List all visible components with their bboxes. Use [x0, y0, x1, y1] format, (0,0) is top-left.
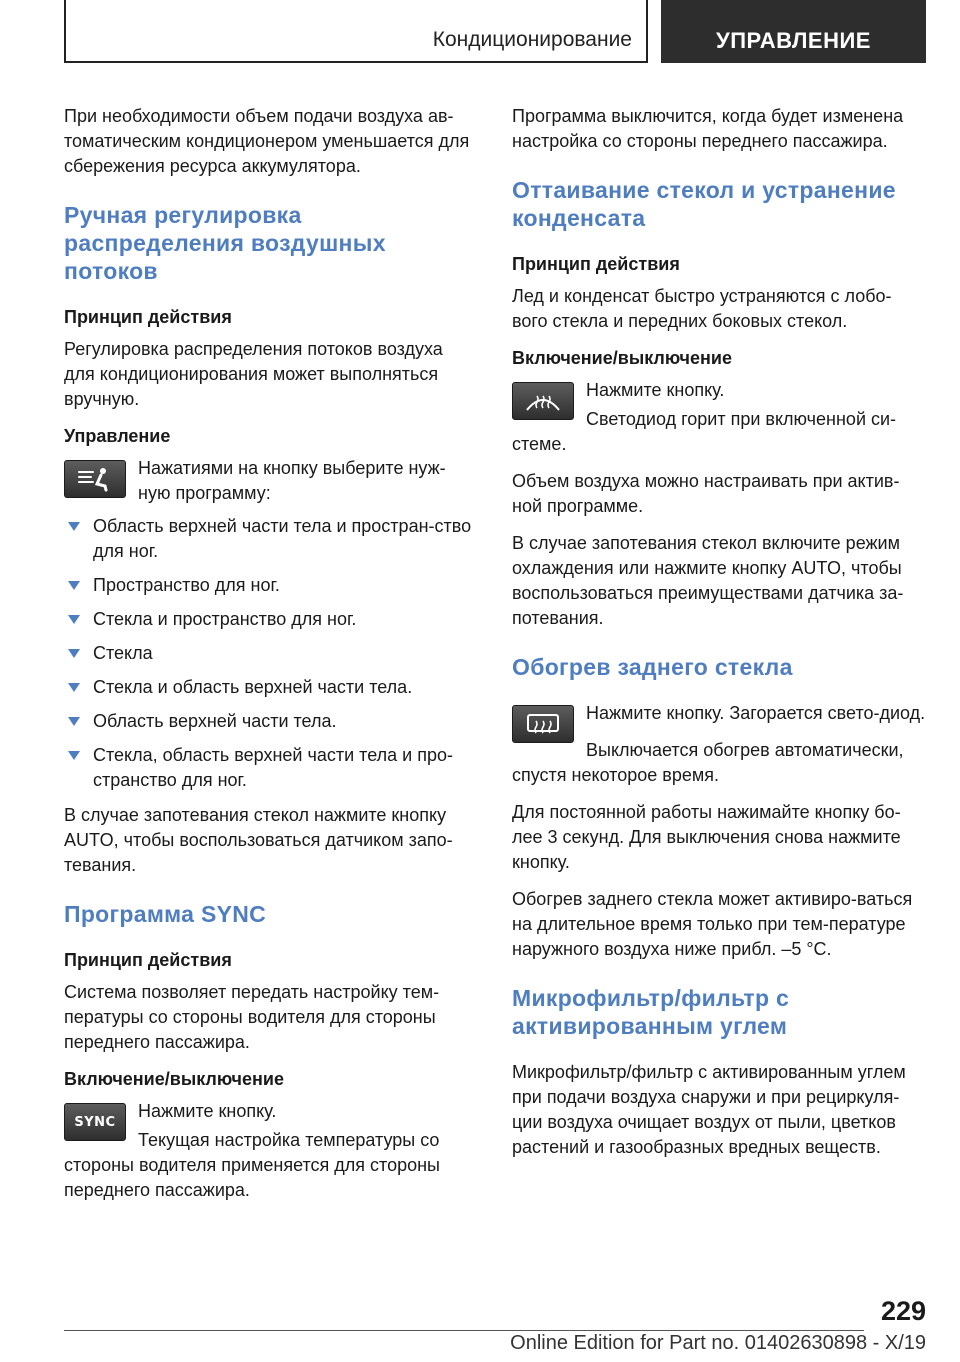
- right-column: [512, 104, 926, 1172]
- sync-heading: Программа SYNC: [64, 901, 267, 927]
- defrost-row: [512, 378, 926, 457]
- defrost-heading: Оттаивание стекол и устранение конденсата: [512, 177, 896, 231]
- triangle-bullet-icon: [68, 751, 80, 760]
- fog-sensor-text: В случае запотевания стекол нажмите кнопку AUTO, чтобы воспользоваться датчиком запо-тевания.: [64, 805, 453, 875]
- page-header: [64, 0, 926, 64]
- manual-distribution-heading: Ручная регулировка распределения воздушных потоков: [64, 202, 386, 284]
- sync-result-text: Текущая настройка температуры со стороны водителя применяется для стороны переднего пассажира.: [64, 1130, 440, 1200]
- chapter-title: УПРАВЛЕНИЕ: [716, 28, 871, 53]
- rear-window-heater-icon: [523, 711, 563, 737]
- manual-principle-text: Регулировка распределения потоков воздуха для кондиционирования может выполняться вручную.: [64, 339, 443, 409]
- list-item: Стекла и область верхней части тела.: [64, 675, 476, 700]
- filter-text: Микрофильтр/фильтр с активированным углем при подачи воздуха снаружи и при рециркуля-ции воздуха очищает воздух от пыли, цветков растений и газообразных вредных веществ.: [512, 1062, 906, 1157]
- rear-heater-button: [512, 705, 574, 743]
- left-column: [64, 104, 476, 1215]
- intro-paragraph: При необходимости объем подачи воздуха ав-томатическим кондиционером уменьшается для сбережения ресурса аккумулятора.: [64, 106, 470, 176]
- sync-press-text: Нажмите кнопку.: [138, 1101, 277, 1121]
- manual-principle-heading: Принцип действия: [64, 307, 232, 327]
- chapter-header-box: [661, 0, 926, 63]
- triangle-bullet-icon: [68, 717, 80, 726]
- defrost-press-text: Нажмите кнопку.: [586, 380, 725, 400]
- rear-long-text: Обогрев заднего стекла может активиро-ваться на длительное время только при тем-пературе наружного воздуха ниже прибл. –5 °C.: [512, 889, 913, 959]
- list-item: Стекла: [64, 641, 476, 666]
- air-distribution-icon: [73, 466, 117, 492]
- sync-row: [64, 1099, 476, 1203]
- triangle-bullet-icon: [68, 649, 80, 658]
- rear-auto-off-text: Выключается обогрев автоматически, спустя некоторое время.: [512, 740, 904, 785]
- section-title: Кондиционирование: [432, 28, 632, 51]
- control-text: Нажатиями на кнопку выберите нуж-ную программу:: [138, 458, 446, 503]
- sync-button-label: SYNC: [74, 1114, 116, 1130]
- sync-button: [64, 1103, 126, 1141]
- defrost-fog-text: В случае запотевания стекол включите режим охлаждения или нажмите кнопку AUTO, чтобы воспользоваться преимуществами датчика за-потевания.: [512, 533, 904, 628]
- program-list: [64, 514, 476, 793]
- sync-onoff-heading: Включение/выключение: [64, 1069, 284, 1089]
- list-item: Пространство для ног.: [64, 573, 476, 598]
- list-item: Стекла, область верхней части тела и про-странство для ног.: [64, 743, 476, 793]
- sync-principle-heading: Принцип действия: [64, 950, 232, 970]
- rear-press-text: Нажмите кнопку. Загорается свето-диод.: [586, 703, 926, 723]
- triangle-bullet-icon: [68, 522, 80, 531]
- air-distribution-button: [64, 460, 126, 498]
- section-header-box: [64, 0, 648, 63]
- footer-divider: [64, 1330, 864, 1331]
- rear-permanent-text: Для постоянной работы нажимайте кнопку бо-лее 3 секунд. Для выключения снова нажмите кнопку.: [512, 802, 901, 872]
- defrost-button: [512, 382, 574, 420]
- defrost-principle-heading: Принцип действия: [512, 254, 680, 274]
- page-number: 229: [880, 1296, 926, 1326]
- defrost-volume-text: Объем воздуха можно настраивать при актив-ной программе.: [512, 471, 900, 516]
- edition-text: Online Edition for Part no. 01402630898 - X/19: [510, 1332, 926, 1354]
- rear-row: [512, 701, 926, 726]
- windshield-defrost-icon: [523, 388, 563, 414]
- control-heading: Управление: [64, 426, 171, 446]
- defrost-led-text: Светодиод горит при включенной си-стеме.: [512, 409, 897, 454]
- control-row: [64, 456, 476, 506]
- rear-window-heading: Обогрев заднего стекла: [512, 654, 793, 680]
- list-item: Область верхней части тела и простран-ство для ног.: [64, 514, 476, 564]
- defrost-onoff-heading: Включение/выключение: [512, 348, 732, 368]
- triangle-bullet-icon: [68, 615, 80, 624]
- triangle-bullet-icon: [68, 581, 80, 590]
- sync-principle-text: Система позволяет передать настройку тем-пературы со стороны водителя для стороны переднего пассажира.: [64, 982, 440, 1052]
- sync-off-text: Программа выключится, когда будет изменена настройка со стороны переднего пассажира.: [512, 106, 904, 151]
- list-item: Область верхней части тела.: [64, 709, 476, 734]
- list-item: Стекла и пространство для ног.: [64, 607, 476, 632]
- filter-heading: Микрофильтр/фильтр с активированным углем: [512, 985, 790, 1039]
- defrost-principle-text: Лед и конденсат быстро устраняются с лобо-вого стекла и передних боковых стекол.: [512, 286, 892, 331]
- triangle-bullet-icon: [68, 683, 80, 692]
